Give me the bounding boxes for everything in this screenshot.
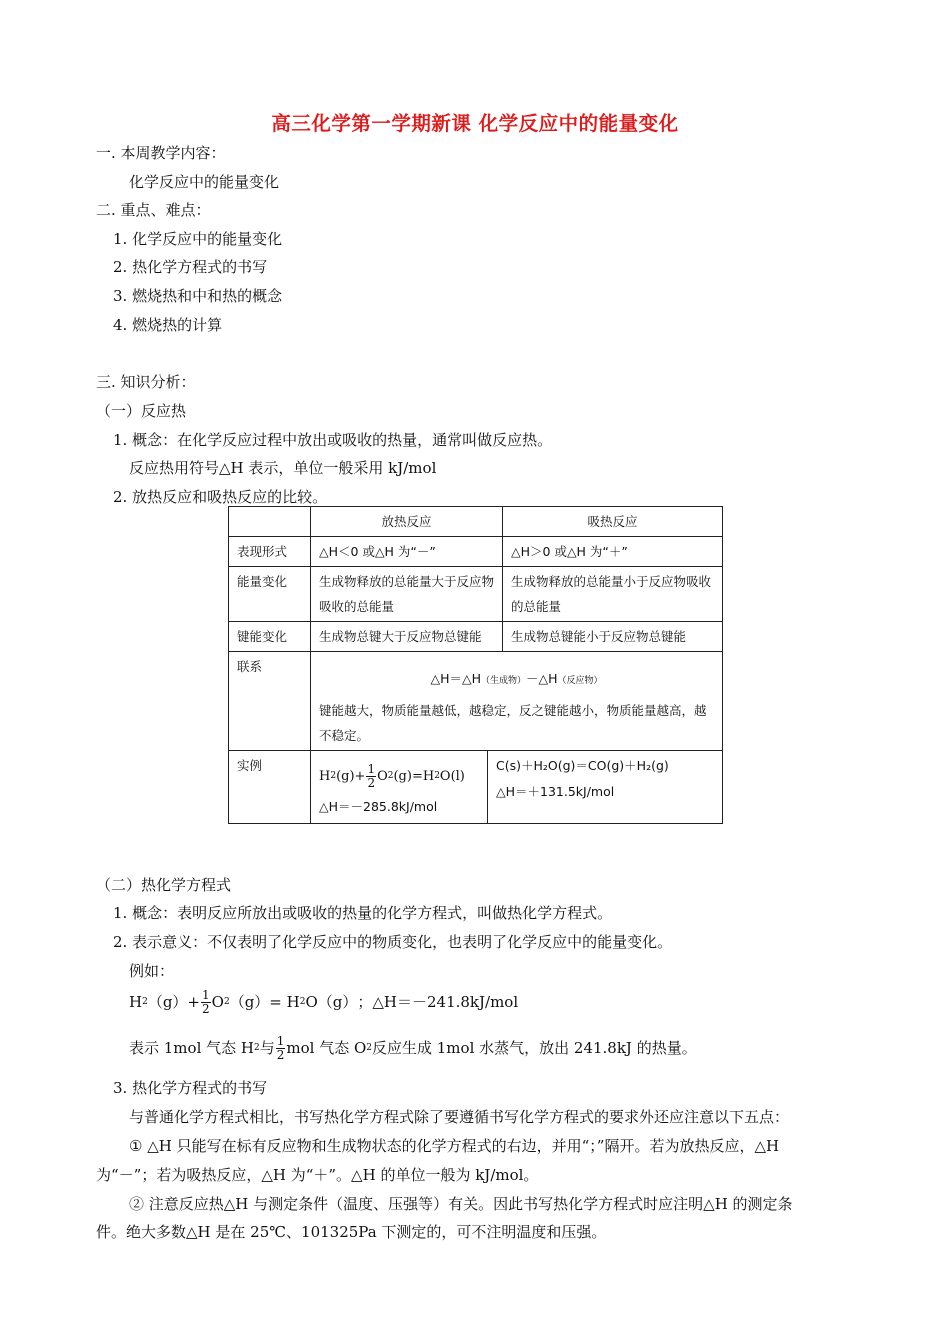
list-item: 4. 燃烧热的计算 xyxy=(113,316,223,334)
paragraph: 3. 热化学方程式的书写 xyxy=(113,1079,268,1097)
list-item: 2. 热化学方程式的书写 xyxy=(113,258,268,276)
table-row xyxy=(229,652,723,751)
table-cell xyxy=(311,652,723,751)
table-header-row xyxy=(229,507,723,537)
equation-meaning: 表示 1mol 气态 H 2 与 $\frac{1}{2}$ mol 气态 O 2 反应生成 1mol 水蒸气，放出 241.8kJ 的热量。 xyxy=(129,1033,697,1062)
table-cell: 表现形式 xyxy=(229,537,311,567)
paragraph: 2. 放热反应和吸热反应的比较。 xyxy=(113,488,328,506)
example-endothermic: C(s)＋H₂O(g)＝CO(g)＋H₂(g) △H＝＋131.5kJ/mol xyxy=(496,758,669,799)
table-cell: 生成物释放的总能量小于反应物吸收的总能量 xyxy=(503,567,723,622)
table-cell xyxy=(311,751,723,824)
table-cell: 生成物总键大于反应物总键能 xyxy=(311,622,503,652)
comparison-table xyxy=(228,506,723,824)
table-cell: △H＞0 或△H 为“＋” xyxy=(503,537,723,567)
table-row xyxy=(229,751,723,824)
table-header-cell xyxy=(229,507,311,537)
table-header-cell: 放热反应 xyxy=(311,507,503,537)
table-row xyxy=(229,567,723,622)
list-item: 3. 燃烧热和中和热的概念 xyxy=(113,287,283,305)
paragraph: 例如： xyxy=(129,962,175,980)
paragraph: 件。绝大多数△H 是在 25℃、101325Pa 下测定的，可不注明温度和压强。 xyxy=(96,1223,607,1241)
paragraph: ① △H 只能写在标有反应物和生成物状态的化学方程式的右边，并用“；”隔开。若为放热反应，△H xyxy=(129,1137,780,1155)
paragraph: 2. 表示意义：不仅表明了化学反应中的物质变化，也表明了化学反应中的能量变化。 xyxy=(113,933,673,951)
paragraph: ② 注意反应热△H 与测定条件（温度、压强等）有关。因此书写热化学方程式时应注明△H 的测定条 xyxy=(129,1195,793,1213)
paragraph: 1. 概念：表明反应所放出或吸收的热量的化学方程式，叫做热化学方程式。 xyxy=(113,904,613,922)
table-cell: △H＜0 或△H 为“－” xyxy=(311,537,503,567)
subsection-heading: （一）反应热 xyxy=(96,402,187,420)
section-heading-2: 二. 重点、难点： xyxy=(96,201,211,219)
link-formula: △H＝△H（生成物）－△H（反应物） xyxy=(430,671,603,686)
page-title: 高三化学第一学期新课 化学反应中的能量变化 xyxy=(271,112,679,135)
paragraph: 与普通化学方程式相比，书写热化学方程式除了要遵循书写化学方程式的要求外还应注意以下五点： xyxy=(129,1108,790,1126)
paragraph: 反应热用符号△H 表示，单位一般采用 kJ/mol xyxy=(129,459,437,477)
table-cell: 生成物总键能小于反应物总键能 xyxy=(503,622,723,652)
table-row xyxy=(229,537,723,567)
subsection-heading: （二）热化学方程式 xyxy=(96,876,232,894)
paragraph: 1. 概念：在化学反应过程中放出或吸收的热量，通常叫做反应热。 xyxy=(113,431,553,449)
table-cell: 能量变化 xyxy=(229,567,311,622)
section-heading-3: 三. 知识分析： xyxy=(96,373,196,391)
list-item: 1. 化学反应中的能量变化 xyxy=(113,230,283,248)
table-cell: 实例 xyxy=(229,751,311,824)
table-row xyxy=(229,622,723,652)
table-cell: 键能变化 xyxy=(229,622,311,652)
section-content-1: 化学反应中的能量变化 xyxy=(129,173,280,191)
table-header-cell: 吸热反应 xyxy=(503,507,723,537)
thermo-equation: H 2 （g）+ $\frac{1}{2}$ O 2 （g）= H 2 O（g） ；△H＝－241.8kJ/mol xyxy=(129,987,519,1016)
paragraph: 为“－”；若为吸热反应，△H 为“＋”。△H 的单位一般为 kJ/mol。 xyxy=(96,1166,539,1184)
table-cell: 联系 xyxy=(229,652,311,751)
equation-h2-o2-h2o: H 2 (g)+ $\frac{1}{2}$ O 2 (g)=H 2 O(l) xyxy=(319,761,465,790)
section-heading-1: 一. 本周教学内容： xyxy=(96,144,226,162)
example-exothermic: H 2 (g)+ $\frac{1}{2}$ O 2 (g)=H 2 O(l) △H＝－285.8kJ/mol xyxy=(311,751,488,823)
table-cell: 生成物释放的总能量大于反应物吸收的总能量 xyxy=(311,567,503,622)
link-text: 键能越大，物质能量越低，越稳定，反之键能越小，物质能量越高，越不稳定。 xyxy=(319,703,707,743)
